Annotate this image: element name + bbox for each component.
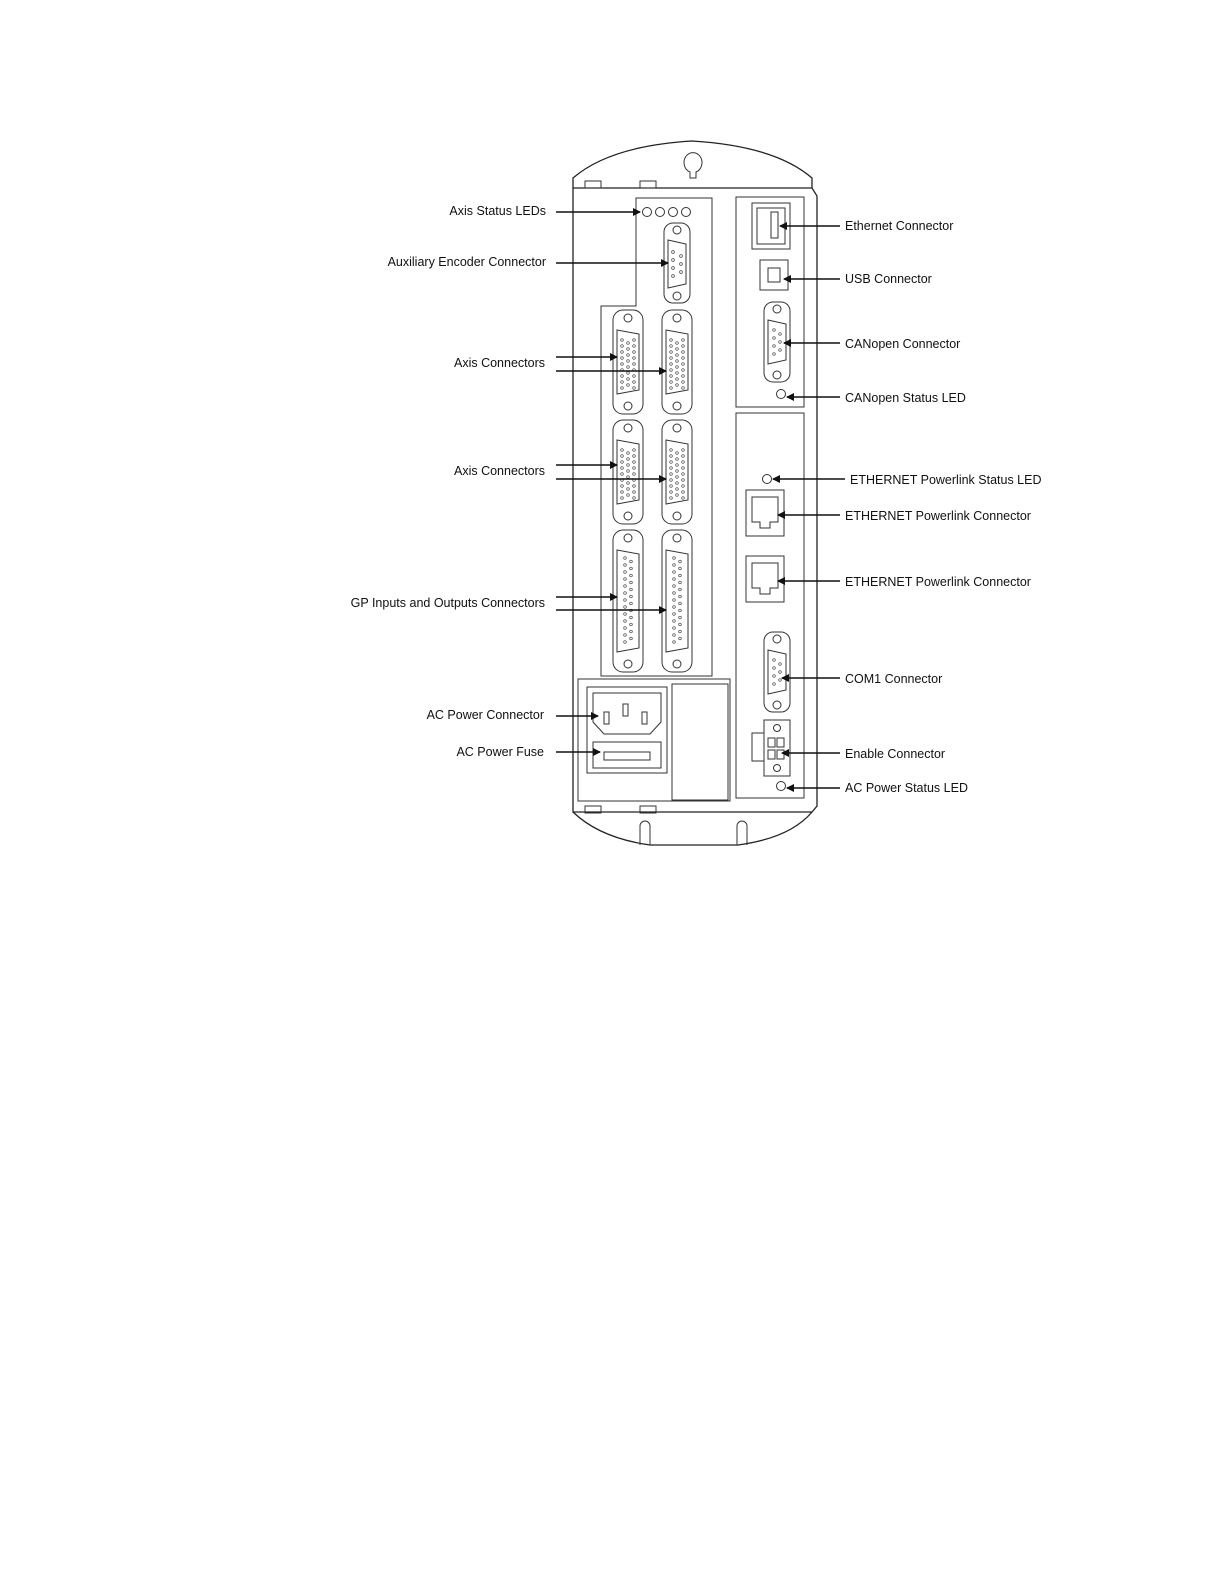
connector-pin bbox=[670, 479, 673, 482]
connector-pin bbox=[633, 357, 636, 360]
label-axis-connectors-1: Axis Connectors bbox=[453, 356, 545, 370]
connector-pin bbox=[621, 461, 624, 464]
connector-pin bbox=[670, 497, 673, 500]
connector-pin bbox=[682, 357, 685, 360]
connector-pin bbox=[624, 606, 627, 609]
connector-pin bbox=[633, 461, 636, 464]
connector-pin bbox=[630, 637, 633, 640]
label-canopen-status-led: CANopen Status LED bbox=[845, 391, 966, 405]
connector-pin bbox=[679, 595, 682, 598]
connector-pin bbox=[670, 455, 673, 458]
connector-pin bbox=[621, 455, 624, 458]
gp-io-connector-2 bbox=[662, 530, 692, 672]
connector-pin bbox=[630, 616, 633, 619]
connector-pin bbox=[627, 488, 630, 491]
usb-port bbox=[760, 260, 788, 290]
connector-pin bbox=[676, 452, 679, 455]
connector-pin bbox=[633, 339, 636, 342]
connector-pin bbox=[673, 592, 676, 595]
connector-pin bbox=[670, 369, 673, 372]
connector-pin bbox=[673, 564, 676, 567]
connector-pin bbox=[621, 449, 624, 452]
connector-pin bbox=[627, 476, 630, 479]
connector-pin bbox=[773, 659, 776, 662]
connector-pin bbox=[621, 491, 624, 494]
connector-pin bbox=[679, 581, 682, 584]
connector-pin bbox=[633, 351, 636, 354]
connector-pin bbox=[679, 602, 682, 605]
connector-pin bbox=[676, 384, 679, 387]
connector-pin bbox=[670, 467, 673, 470]
powerlink-port-2 bbox=[746, 556, 784, 602]
connector-pin bbox=[627, 452, 630, 455]
connector-pin bbox=[627, 470, 630, 473]
connector-pin bbox=[627, 384, 630, 387]
connector-pin bbox=[773, 353, 776, 356]
connector-pin bbox=[630, 574, 633, 577]
label-powerlink-connector-2: ETHERNET Powerlink Connector bbox=[845, 575, 1031, 589]
connector-pin bbox=[673, 571, 676, 574]
connector-pin bbox=[670, 375, 673, 378]
connector-pin bbox=[773, 329, 776, 332]
connector-pin bbox=[624, 620, 627, 623]
connector-pin bbox=[682, 387, 685, 390]
connector-pin bbox=[670, 351, 673, 354]
connector-pin bbox=[682, 455, 685, 458]
label-gp-io: GP Inputs and Outputs Connectors bbox=[350, 596, 545, 610]
label-ac-power-fuse: AC Power Fuse bbox=[456, 745, 544, 759]
connector-pin bbox=[670, 485, 673, 488]
label-axis-connectors-2: Axis Connectors bbox=[453, 464, 545, 478]
connector-pin bbox=[682, 491, 685, 494]
connector-pin bbox=[682, 375, 685, 378]
device-housing bbox=[573, 141, 817, 845]
connector-pin bbox=[676, 348, 679, 351]
connector-pin bbox=[621, 387, 624, 390]
connector-pin bbox=[670, 387, 673, 390]
connector-pin bbox=[676, 458, 679, 461]
connector-pin bbox=[621, 381, 624, 384]
connector-pin bbox=[779, 341, 782, 344]
connector-pin bbox=[773, 683, 776, 686]
connector-pin bbox=[679, 609, 682, 612]
label-ac-power-status-led: AC Power Status LED bbox=[845, 781, 968, 795]
connector-pin bbox=[630, 567, 633, 570]
connector-pin bbox=[633, 345, 636, 348]
connector-pin bbox=[624, 641, 627, 644]
connector-pin bbox=[679, 560, 682, 563]
connector-pin bbox=[621, 345, 624, 348]
connector-pin bbox=[779, 663, 782, 666]
connector-pin bbox=[676, 378, 679, 381]
connector-pin bbox=[673, 585, 676, 588]
connector-pin bbox=[779, 679, 782, 682]
label-powerlink-status-led: ETHERNET Powerlink Status LED bbox=[850, 473, 1042, 487]
connector-pin bbox=[773, 337, 776, 340]
connector-pin bbox=[624, 613, 627, 616]
connector-pin bbox=[676, 354, 679, 357]
connector-pin bbox=[682, 485, 685, 488]
connector-pin bbox=[679, 567, 682, 570]
connector-pin bbox=[673, 634, 676, 637]
connector-pin bbox=[630, 602, 633, 605]
connector-pin bbox=[624, 592, 627, 595]
connector-pin bbox=[633, 473, 636, 476]
connector-pin bbox=[633, 375, 636, 378]
connector-pin bbox=[673, 641, 676, 644]
connector-pin bbox=[621, 375, 624, 378]
connector-pin bbox=[673, 606, 676, 609]
connector-pin bbox=[676, 366, 679, 369]
connector-pin bbox=[630, 630, 633, 633]
com1-port bbox=[764, 632, 790, 712]
connector-pin bbox=[679, 616, 682, 619]
connector-pin bbox=[624, 578, 627, 581]
connector-pin bbox=[633, 467, 636, 470]
connector-pin bbox=[682, 497, 685, 500]
connector-pin bbox=[773, 675, 776, 678]
connector-pin bbox=[682, 369, 685, 372]
powerlink-port-1 bbox=[746, 490, 784, 536]
connector-pin bbox=[633, 485, 636, 488]
connector-pin bbox=[682, 351, 685, 354]
connector-pin bbox=[630, 560, 633, 563]
connector-pin bbox=[627, 464, 630, 467]
connector-pin bbox=[673, 578, 676, 581]
connector-pin bbox=[679, 630, 682, 633]
connector-pin bbox=[624, 585, 627, 588]
connector-pin bbox=[627, 378, 630, 381]
connector-pin bbox=[627, 494, 630, 497]
connector-pin bbox=[682, 479, 685, 482]
connector-pin bbox=[627, 366, 630, 369]
ac-power-led bbox=[777, 782, 786, 791]
connector-pin bbox=[676, 488, 679, 491]
connector-pin bbox=[621, 473, 624, 476]
connector-pin bbox=[779, 333, 782, 336]
connector-pin bbox=[621, 351, 624, 354]
label-ac-power-connector: AC Power Connector bbox=[426, 708, 544, 722]
connector-pin bbox=[670, 381, 673, 384]
connector-pin bbox=[624, 634, 627, 637]
connector-pin bbox=[630, 581, 633, 584]
connector-pin bbox=[633, 363, 636, 366]
connector-pin bbox=[679, 588, 682, 591]
connector-pin bbox=[627, 354, 630, 357]
label-enable-connector: Enable Connector bbox=[845, 747, 946, 761]
connector-pin bbox=[679, 574, 682, 577]
axis-status-leds bbox=[643, 208, 691, 217]
connector-pin bbox=[682, 381, 685, 384]
connector-pin bbox=[621, 357, 624, 360]
connector-pin bbox=[676, 494, 679, 497]
connector-pin bbox=[627, 342, 630, 345]
connector-pin bbox=[673, 599, 676, 602]
connector-pin bbox=[627, 348, 630, 351]
powerlink-led bbox=[763, 475, 772, 484]
connector-pin bbox=[682, 467, 685, 470]
label-axis-status-leds: Axis Status LEDs bbox=[449, 204, 546, 218]
connector-pins bbox=[621, 329, 782, 686]
connector-pin bbox=[682, 363, 685, 366]
enable-terminal bbox=[752, 720, 790, 776]
connector-pin bbox=[624, 557, 627, 560]
label-powerlink-connector-1: ETHERNET Powerlink Connector bbox=[845, 509, 1031, 523]
connector-pin bbox=[621, 467, 624, 470]
label-usb-connector: USB Connector bbox=[845, 272, 932, 286]
connector-pin bbox=[621, 363, 624, 366]
connector-pin bbox=[630, 595, 633, 598]
connector-pin bbox=[624, 564, 627, 567]
connector-pin bbox=[670, 461, 673, 464]
connector-pin bbox=[670, 339, 673, 342]
leader-arrows bbox=[556, 212, 845, 788]
connector-pin bbox=[670, 473, 673, 476]
connector-pin bbox=[676, 476, 679, 479]
connector-pin bbox=[627, 482, 630, 485]
connector-pin bbox=[621, 497, 624, 500]
connector-pin bbox=[673, 613, 676, 616]
label-canopen-connector: CANopen Connector bbox=[845, 337, 961, 351]
connector-pin bbox=[624, 599, 627, 602]
connector-pin bbox=[682, 461, 685, 464]
connector-pin bbox=[633, 491, 636, 494]
connector-pin bbox=[627, 360, 630, 363]
gp-io-connector-1 bbox=[613, 530, 643, 672]
label-ethernet-connector: Ethernet Connector bbox=[845, 219, 954, 233]
connector-pin bbox=[633, 381, 636, 384]
connector-pin bbox=[624, 627, 627, 630]
connector-pin bbox=[621, 339, 624, 342]
canopen-port bbox=[764, 302, 790, 382]
connector-pin bbox=[633, 455, 636, 458]
connector-pin bbox=[670, 357, 673, 360]
right-labels bbox=[845, 219, 1042, 795]
connector-pin bbox=[670, 449, 673, 452]
connector-pin bbox=[676, 372, 679, 375]
label-aux-encoder: Auxiliary Encoder Connector bbox=[387, 255, 546, 269]
canopen-led bbox=[777, 390, 786, 399]
connector-pin bbox=[670, 345, 673, 348]
left-labels bbox=[351, 204, 546, 759]
connector-pin bbox=[676, 464, 679, 467]
connector-pin bbox=[682, 473, 685, 476]
connector-pin bbox=[670, 491, 673, 494]
connector-pin bbox=[673, 620, 676, 623]
connector-pin bbox=[779, 671, 782, 674]
ac-power-inlet bbox=[587, 687, 667, 773]
connector-pin bbox=[676, 360, 679, 363]
connector-pin bbox=[633, 387, 636, 390]
connector-pin bbox=[682, 449, 685, 452]
connector-pin bbox=[621, 485, 624, 488]
connector-pin bbox=[633, 497, 636, 500]
connector-pin bbox=[624, 571, 627, 574]
connector-pin bbox=[627, 458, 630, 461]
connector-pin bbox=[676, 482, 679, 485]
connector-pin bbox=[679, 637, 682, 640]
connector-pin bbox=[633, 449, 636, 452]
connector-pin bbox=[773, 667, 776, 670]
connector-pin bbox=[676, 470, 679, 473]
connector-pin bbox=[676, 342, 679, 345]
connector-pin bbox=[673, 627, 676, 630]
connector-pin bbox=[670, 363, 673, 366]
connector-pin bbox=[779, 349, 782, 352]
connector-pin bbox=[679, 623, 682, 626]
connector-pin bbox=[773, 345, 776, 348]
connector-pin bbox=[630, 588, 633, 591]
connector-pin bbox=[627, 372, 630, 375]
connector-pin bbox=[682, 345, 685, 348]
connector-pin bbox=[682, 339, 685, 342]
connector-pin bbox=[630, 623, 633, 626]
connector-pin bbox=[673, 557, 676, 560]
label-com1-connector: COM1 Connector bbox=[845, 672, 943, 686]
